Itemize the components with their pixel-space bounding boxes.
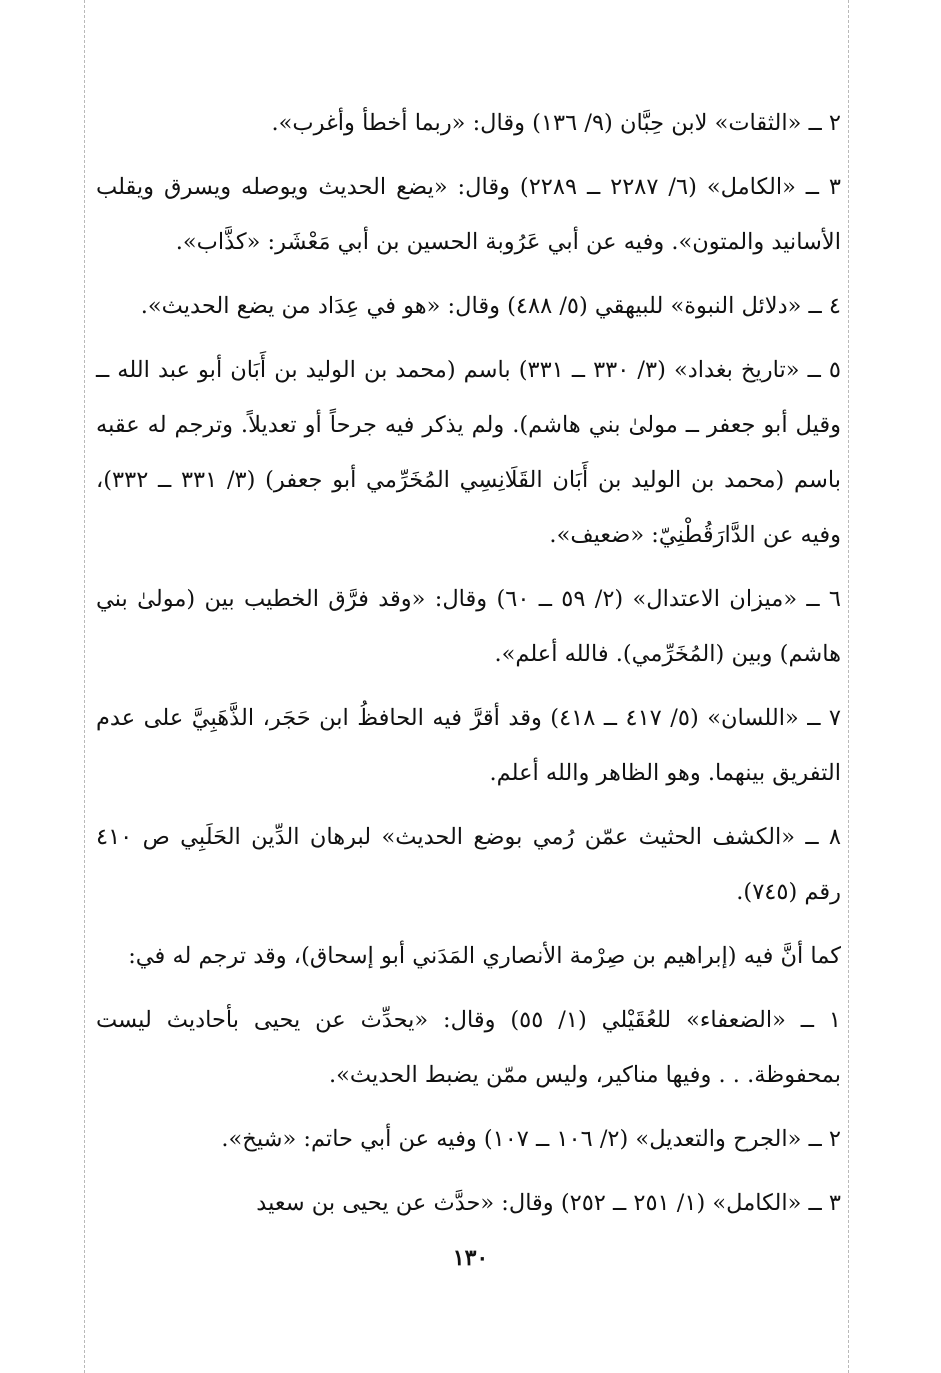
paragraph-7: ٨ ــ «الكشف الحثيث عمّن رُمي بوضع الحديث» لبرهان الدِّين الحَلَبِي ص ٤١٠ رقم (٧٤٥).: [96, 824, 841, 905]
page-number: ١٣٠: [452, 1245, 489, 1271]
paragraph-5: ٦ ــ «ميزان الاعتدال» (٢/ ٥٩ ــ ٦٠) وقال: «وقد فرَّق الخطيب بين (مولىٰ بني هاشم) وبين (المُخَرِّمي). فالله أعلم».: [96, 586, 842, 667]
page-body: [96, 96, 841, 1240]
paragraph-3: ٤ ــ «دلائل النبوة» للبيهقي (٥/ ٤٨٨) وقال: «هو في عِدَاد من يضع الحديث».: [140, 293, 841, 319]
right-margin-guide: [848, 0, 849, 1373]
paragraph-4: ٥ ــ «تاريخ بغداد» (٣/ ٣٣٠ ــ ٣٣١) باسم (محمد بن الوليد بن أَبَان أبو عبد الله ــ وقيل أبو جعفر ــ مولىٰ بني هاشم). ولم يذكر فيه جرحاً أو تعديلاً. وترجم له عقبه باسم (محمد بن الوليد بن أَبَان القَلَانِسِي المُخَرِّمي أبو جعفر) (٣/ ٣٣١ ــ ٣٣٢)، وفيه عن الدَّارَقُطْنِيّ: «ضعيف».: [96, 357, 841, 548]
left-margin-guide: [84, 0, 85, 1373]
paragraph-10: ٢ ــ «الجرح والتعديل» (٢/ ١٠٦ ــ ١٠٧) وفيه عن أبي حاتم: «شيخ».: [221, 1126, 841, 1152]
paragraph-11: ٣ ــ «الكامل» (١/ ٢٥١ ــ ٢٥٢) وقال: «حدَّث عن يحيى بن سعيد: [256, 1190, 841, 1216]
paragraph-9: ١ ــ «الضعفاء» للعُقَيْلي (١/ ٥٥) وقال: «يحدِّث عن يحيى بأحاديث ليست بمحفوظة. . . وفيها مناكير، وليس ممّن يضبط الحديث».: [96, 1007, 842, 1088]
paragraph-1: ٢ ــ «الثقات» لابن حِبَّان (٩/ ١٣٦) وقال: «ربما أخطأ وأغرب».: [271, 110, 841, 136]
paragraph-2: ٣ ــ «الكامل» (٦/ ٢٢٨٧ ــ ٢٢٨٩) وقال: «يضع الحديث ويوصله ويسرق ويقلب الأسانيد والمتون». وفيه عن أبي عَرُوبة الحسين بن أبي مَعْشَر: «كذَّاب».: [96, 174, 842, 255]
paragraph-8: كما أنَّ فيه (إبراهيم بن صِرْمة الأنصاري المَدَني أبو إسحاق)، وقد ترجم له في:: [128, 943, 841, 969]
paragraph-6: ٧ ــ «اللسان» (٥/ ٤١٧ ــ ٤١٨) وقد أقرَّ فيه الحافظُ ابن حَجَر، الذَّهَبِيَّ على عدم التفريق بينهما. وهو الظاهر والله أعلم.: [96, 705, 841, 786]
